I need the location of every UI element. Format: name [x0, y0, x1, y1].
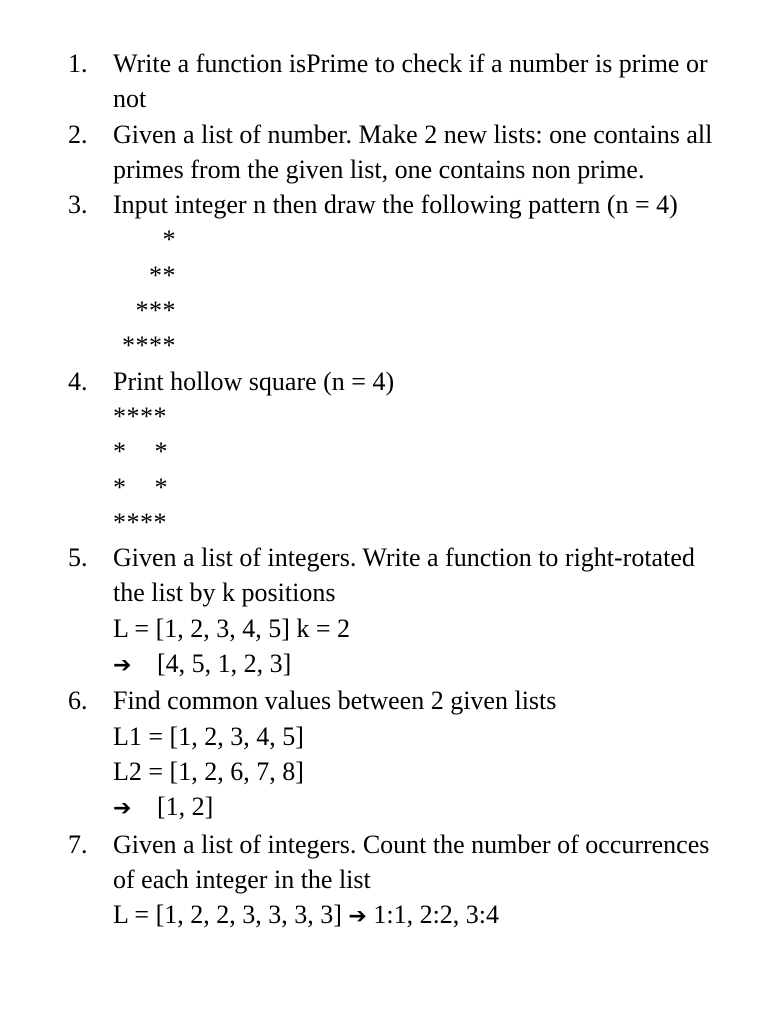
exercise-item-4 [0, 364, 768, 540]
exercise-item-3 [0, 187, 768, 363]
item-text: Given a list of integers. Write a function to right-rotated the list by k positions [113, 543, 695, 608]
pattern-row: **** [113, 507, 167, 537]
item-number: 6. [68, 686, 88, 716]
arrow-icon: ➔ [348, 904, 367, 930]
exercise-item-2 [0, 117, 768, 188]
pattern-row: * [162, 225, 176, 255]
item-text: Find common values between 2 given lists [113, 686, 557, 716]
exercise-item-7 [0, 827, 768, 935]
example-input: L = [1, 2, 3, 4, 5] k = 2 [113, 613, 351, 643]
arrow-icon: ➔ [113, 796, 132, 822]
example-line [113, 897, 728, 934]
pattern-row: **** [122, 331, 176, 361]
example-result [113, 789, 728, 826]
item-text: Given a list of integers. Count the number of occurrences of each integer in the list [113, 829, 710, 894]
item-text: Print hollow square (n = 4) [113, 366, 395, 396]
result-text: [1, 2] [157, 792, 214, 822]
hollow-square-pattern [113, 399, 728, 540]
item-text: Input integer n then draw the following pattern (n = 4) [113, 190, 678, 220]
item-number: 7. [68, 829, 88, 859]
result-text: [4, 5, 1, 2, 3] [157, 649, 292, 679]
exercise-item-5 [0, 540, 768, 683]
item-number: 3. [68, 190, 88, 220]
example-list-2: L2 = [1, 2, 6, 7, 8] [113, 756, 304, 786]
item-text: Write a function isPrime to check if a number is prime or not [113, 49, 708, 114]
item-number: 5. [68, 543, 88, 573]
pattern-row: ** [149, 260, 176, 290]
item-number: 2. [68, 119, 88, 149]
example-result [113, 646, 728, 683]
pattern-row: * * [113, 437, 168, 467]
arrow-icon: ➔ [113, 653, 132, 679]
pattern-row: **** [113, 401, 167, 431]
example-output: 1:1, 2:2, 3:4 [373, 900, 500, 930]
item-number: 1. [68, 49, 88, 78]
item-number: 4. [68, 366, 88, 396]
exercise-item-1 [0, 46, 768, 117]
pattern-row: *** [135, 296, 176, 326]
exercise-list [0, 46, 768, 934]
exercise-item-6 [0, 683, 768, 826]
example-input: L = [1, 2, 2, 3, 3, 3, 3] [113, 900, 342, 930]
triangle-pattern [113, 222, 728, 363]
item-text: Given a list of number. Make 2 new lists: one contains all primes from the given list, one contains non prime. [113, 119, 713, 184]
pattern-row: * * [113, 472, 168, 502]
example-list-1: L1 = [1, 2, 3, 4, 5] [113, 721, 304, 751]
